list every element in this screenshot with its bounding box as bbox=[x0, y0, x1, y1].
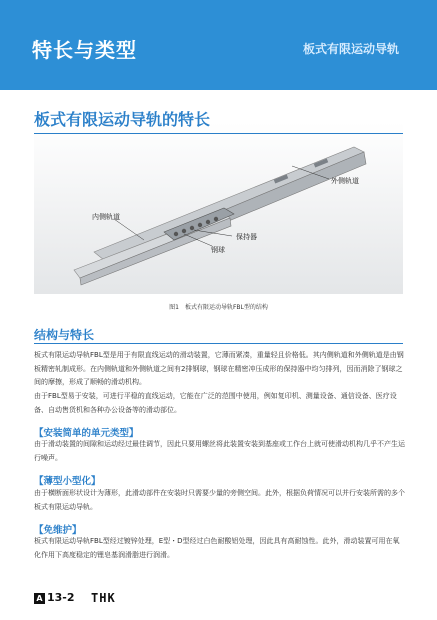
header-title: 特长与类型 bbox=[32, 38, 137, 62]
label-cage: 保持器 bbox=[236, 233, 257, 241]
feature-text-maintenance: 板式有限运动导轨FBL型经过镀锌处理，E型・D型经过白色耐酸铝处理，因此具有高耐蚀性。此外，滑动装置可用在氧化作用下高度稳定的锂皂基润滑脂进行润滑。 bbox=[34, 537, 400, 559]
figure-caption: 图1 板式有限运动导轨FBL型的结构 bbox=[169, 304, 268, 311]
page-header bbox=[0, 0, 437, 90]
structure-divider bbox=[34, 343, 403, 344]
structure-paragraph-2: 由于FBL型易于安装，可进行平稳的直线运动，它能在广泛的范围中使用，例如复印机、测量设备、通信设备、医疗设备、自动售货机和各种办公设备等的滑动部位。 bbox=[34, 392, 397, 414]
feature-heading-maintenance: 【免维护】 bbox=[34, 525, 82, 536]
page-number: 13-2 bbox=[47, 591, 75, 604]
figure bbox=[34, 122, 403, 294]
rail-illustration bbox=[34, 122, 403, 294]
section-title: 板式有限运动导轨的特长 bbox=[34, 110, 211, 129]
label-ball: 钢球 bbox=[211, 246, 225, 254]
label-outer-rail: 外侧轨道 bbox=[331, 177, 359, 185]
section-divider bbox=[34, 133, 403, 134]
feature-heading-install: 【安装简单的单元类型】 bbox=[34, 428, 139, 439]
feature-text-install: 由于滑动装置的间隙和运动经过最佳调节，因此只要用螺丝将此装置安装到基座或工作台上就可使滑动机构几乎不产生运行噪声。 bbox=[34, 440, 405, 462]
feature-text-compact: 由于横断面形状设计为薄形，此滑动部件在安装时只需要少量的旁侧空间。此外，根据负荷情况可以并行安装所需的多个板式有限运动导轨。 bbox=[34, 489, 405, 511]
structure-heading: 结构与特长 bbox=[34, 328, 95, 342]
brand-logo: THK bbox=[91, 591, 116, 605]
header-subtitle: 板式有限运动导轨 bbox=[302, 42, 399, 56]
feature-heading-compact: 【薄型小型化】 bbox=[34, 476, 101, 487]
label-inner-rail: 内侧轨道 bbox=[92, 213, 120, 221]
section-badge: A bbox=[34, 593, 45, 604]
structure-paragraph-1: 板式有限运动导轨FBL型是用于有限直线运动的滑动装置，它薄而紧凑，重量轻且价格低。其内侧轨道和外侧轨道是由钢板精密轧制成形。在内侧轨道和外侧轨道之间有2排钢球，钢球在精密冲压成形的保持器中均匀排列，因而消除了钢球之间的摩擦，形成了顺畅的滑动机构。 bbox=[34, 351, 404, 386]
